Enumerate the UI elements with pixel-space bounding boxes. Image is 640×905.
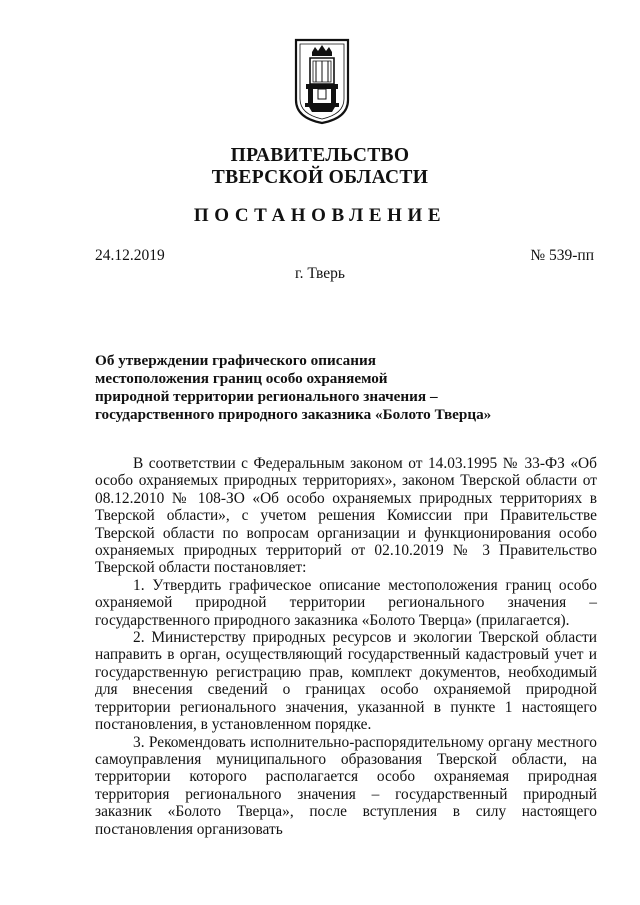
organization-name-line2: ТВЕРСКОЙ ОБЛАСТИ [211, 167, 429, 188]
preamble-paragraph: В соответствии с Федеральным законом от 14.03.1995 № 33-ФЗ «Об особо охраняемых природных территориях», законом Тверской области от 08.12.2010 № 108-ЗО «Об особо охраняемых природных территориях в Тверской области», с учетом решения Комиссии при Правительстве Тверской области по вопросам организации и функционирования особо охраняемых природных территорий от 02.10.2019 № 3 Правительство Тверской области постановляет: [95, 455, 597, 577]
document-title [95, 352, 515, 424]
document-type: ПОСТАНОВЛЕНИЕ [193, 205, 447, 226]
clause-1-paragraph: 1. Утвердить графическое описание местоположения границ особо охраняемой природной территории регионального значения – государственного природного заказника «Болото Тверца» (прилагается). [95, 576, 597, 629]
document-number: № 539-пп [530, 247, 594, 264]
clause-2-paragraph: 2. Министерству природных ресурсов и экологии Тверской области направить в орган, осуществляющий государственный кадастровый учет и государственную регистрацию прав, комплект документов, необходимый для внесения сведений о границах особо охраняемой природной территории регионального значения, указанной в пункте 1 настоящего постановления, в установленном порядке. [95, 629, 597, 734]
title-line: Об утверждении графического описания [95, 352, 376, 369]
document-body [95, 455, 597, 838]
title-line: государственного природного заказника «Болото Тверца» [95, 406, 492, 423]
coat-of-arms-icon [293, 38, 351, 125]
organization-name-line1: ПРАВИТЕЛЬСТВО [230, 145, 410, 166]
clause-3-paragraph: 3. Рекомендовать исполнительно-распорядительному органу местного самоуправления муниципального образования Тверской области, на территории которого располагается особо охраняемая природная территория регионального значения – государственный природный заказник «Болото Тверца», после вступления в силу настоящего постановления организовать [95, 733, 597, 838]
title-line: природной территории регионального значения – [95, 388, 438, 405]
document-city: г. Тверь [295, 265, 345, 282]
title-line: местоположения границ особо охраняемой [95, 370, 388, 387]
document-date: 24.12.2019 [95, 247, 165, 264]
